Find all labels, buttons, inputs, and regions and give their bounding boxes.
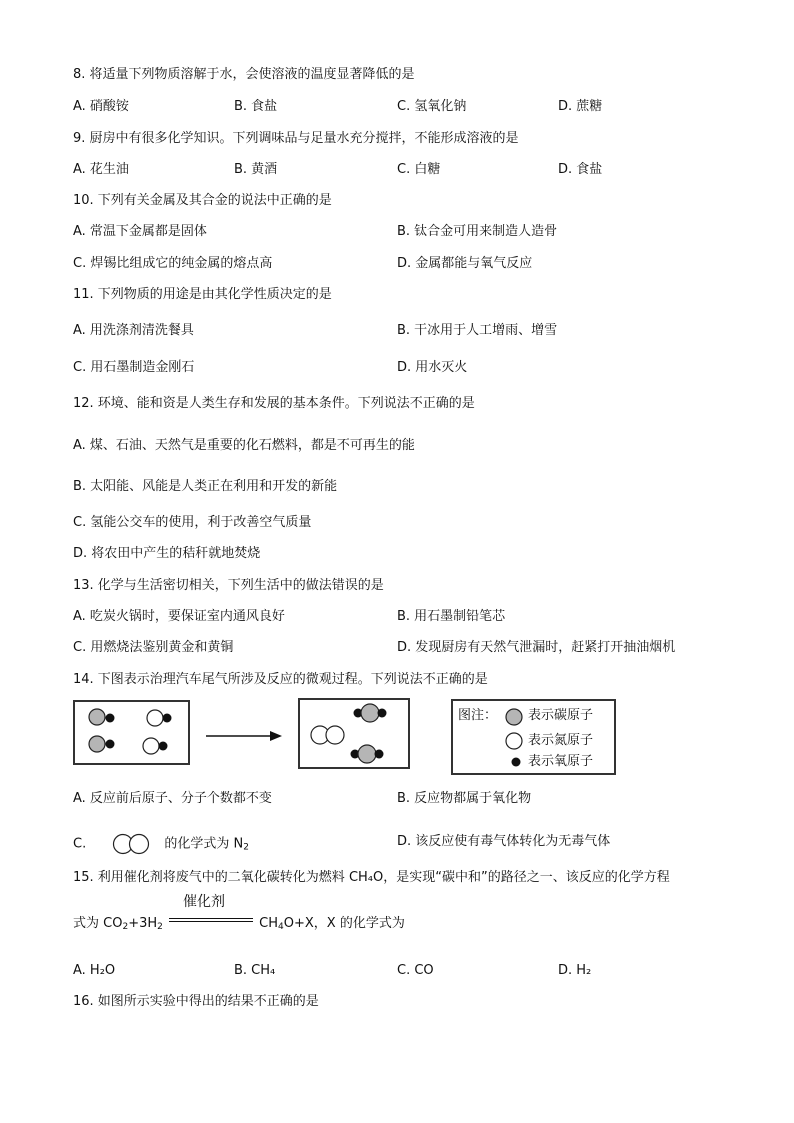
q10-option-a[interactable]: A. 常温下金属都是固体 xyxy=(73,224,207,239)
subscript: 2 xyxy=(243,842,249,853)
q15-option-c[interactable]: C. CO xyxy=(397,963,434,978)
q15-equation xyxy=(73,894,405,936)
products-box xyxy=(298,698,410,769)
question-14-stem: 14. 下图表示治理汽车尾气所涉及反应的微观过程。下列说法不正确的是 xyxy=(73,672,488,687)
q9-option-c[interactable]: C. 白糖 xyxy=(397,162,441,177)
question-9-stem: 9. 厨房中有很多化学知识。下列调味品与足量水充分搅拌，不能形成溶液的是 xyxy=(73,131,519,146)
question-15-stem: 15. 利用催化剂将废气中的二氧化碳转化为燃料 CH₄O，是实现“碳中和”的路径之一、该反应的化学方程 xyxy=(73,870,670,885)
q9-option-a[interactable]: A. 花生油 xyxy=(73,162,129,177)
q14-option-c-text: 的化学式为 N xyxy=(164,836,244,852)
legend-oxygen-label: 表示氧原子 xyxy=(528,754,594,769)
legend-title: 图注： xyxy=(458,708,498,723)
legend-box xyxy=(451,699,616,775)
eq-part: 式为 CO xyxy=(73,916,123,931)
q14-option-c[interactable] xyxy=(73,833,249,857)
q10-option-c[interactable]: C. 焊锡比组成它的纯金属的熔点高 xyxy=(73,256,273,271)
question-16-stem: 16. 如图所示实验中得出的结果不正确的是 xyxy=(73,994,319,1009)
subscript: 4 xyxy=(278,922,284,932)
q13-option-a[interactable]: A. 吃炭火锅时，要保证室内通风良好 xyxy=(73,609,285,624)
question-13-stem: 13. 化学与生活密切相关，下列生活中的做法错误的是 xyxy=(73,578,384,593)
q15-option-d[interactable]: D. H₂ xyxy=(558,963,592,978)
eq-part: O+X，X 的化学式为 xyxy=(283,916,405,931)
q9-option-d[interactable]: D. 食盐 xyxy=(558,162,603,177)
reaction-arrow-icon xyxy=(204,728,284,744)
equals-line xyxy=(169,918,253,922)
eq-part: +3H xyxy=(128,916,158,931)
subscript: 2 xyxy=(157,922,163,932)
q12-option-c[interactable]: C. 氢能公交车的使用，利于改善空气质量 xyxy=(73,515,312,530)
q11-option-a[interactable]: A. 用洗涤剂清洗餐具 xyxy=(73,323,194,338)
q15-option-a[interactable]: A. H₂O xyxy=(73,963,116,978)
q10-option-b[interactable]: B. 钛合金可用来制造人造骨 xyxy=(397,224,558,239)
q11-option-c[interactable]: C. 用石墨制造金刚石 xyxy=(73,360,195,375)
q12-option-d[interactable]: D. 将农田中产生的秸秆就地焚烧 xyxy=(73,546,261,561)
question-8-stem: 8. 将适量下列物质溶解于水，会使溶液的温度显著降低的是 xyxy=(73,67,415,82)
reactants-box xyxy=(73,700,190,765)
q8-option-c[interactable]: C. 氢氧化钠 xyxy=(397,99,467,114)
legend-nitrogen-label: 表示氮原子 xyxy=(528,733,594,748)
q8-option-b[interactable]: B. 食盐 xyxy=(234,99,278,114)
q11-option-b[interactable]: B. 干冰用于人工增雨、增雪 xyxy=(397,323,558,338)
q13-option-b[interactable]: B. 用石墨制铅笔芯 xyxy=(397,609,506,624)
subscript: 2 xyxy=(122,922,129,932)
catalyst-label: 催化剂 xyxy=(183,894,226,910)
eq-part: CH xyxy=(259,916,279,931)
q14-option-c-prefix: C. xyxy=(73,836,87,852)
q15-option-b[interactable]: B. CH₄ xyxy=(234,963,276,978)
q13-option-d[interactable]: D. 发现厨房有天然气泄漏时，赶紧打开抽油烟机 xyxy=(397,640,676,655)
question-10-stem: 10. 下列有关金属及其合金的说法中正确的是 xyxy=(73,193,332,208)
products-molecules xyxy=(300,700,408,767)
q13-option-c[interactable]: C. 用燃烧法鉴别黄金和黄铜 xyxy=(73,640,234,655)
q10-option-d[interactable]: D. 金属都能与氧气反应 xyxy=(397,256,533,271)
q11-option-d[interactable]: D. 用水灭火 xyxy=(397,360,468,375)
q8-option-d[interactable]: D. 蔗糖 xyxy=(558,99,603,114)
q12-option-b[interactable]: B. 太阳能、风能是人类正在利用和开发的新能 xyxy=(73,479,338,494)
q8-option-a[interactable]: A. 硝酸铵 xyxy=(73,99,129,114)
legend-carbon-label: 表示碳原子 xyxy=(528,708,594,723)
q14-option-a[interactable]: A. 反应前后原子、分子个数都不变 xyxy=(73,791,272,806)
oxygen-atom-icon xyxy=(510,756,522,768)
question-11-stem: 11. 下列物质的用途是由其化学性质决定的是 xyxy=(73,287,332,302)
question-12-stem: 12. 环境、能和资是人类生存和发展的基本条件。下列说法不正确的是 xyxy=(73,396,475,411)
q14-option-d[interactable]: D. 该反应使有毒气体转化为无毒气体 xyxy=(397,834,611,849)
q12-option-a[interactable]: A. 煤、石油、天然气是重要的化石燃料，都是不可再生的能 xyxy=(73,438,415,453)
nitrogen-atom-icon xyxy=(504,731,524,751)
catalyst-arrow xyxy=(169,894,253,933)
q14-option-b[interactable]: B. 反应物都属于氧化物 xyxy=(397,791,532,806)
n2-molecule-icon xyxy=(108,833,162,855)
carbon-atom-icon xyxy=(504,707,524,727)
reactants-molecules xyxy=(75,702,188,763)
q9-option-b[interactable]: B. 黄酒 xyxy=(234,162,278,177)
